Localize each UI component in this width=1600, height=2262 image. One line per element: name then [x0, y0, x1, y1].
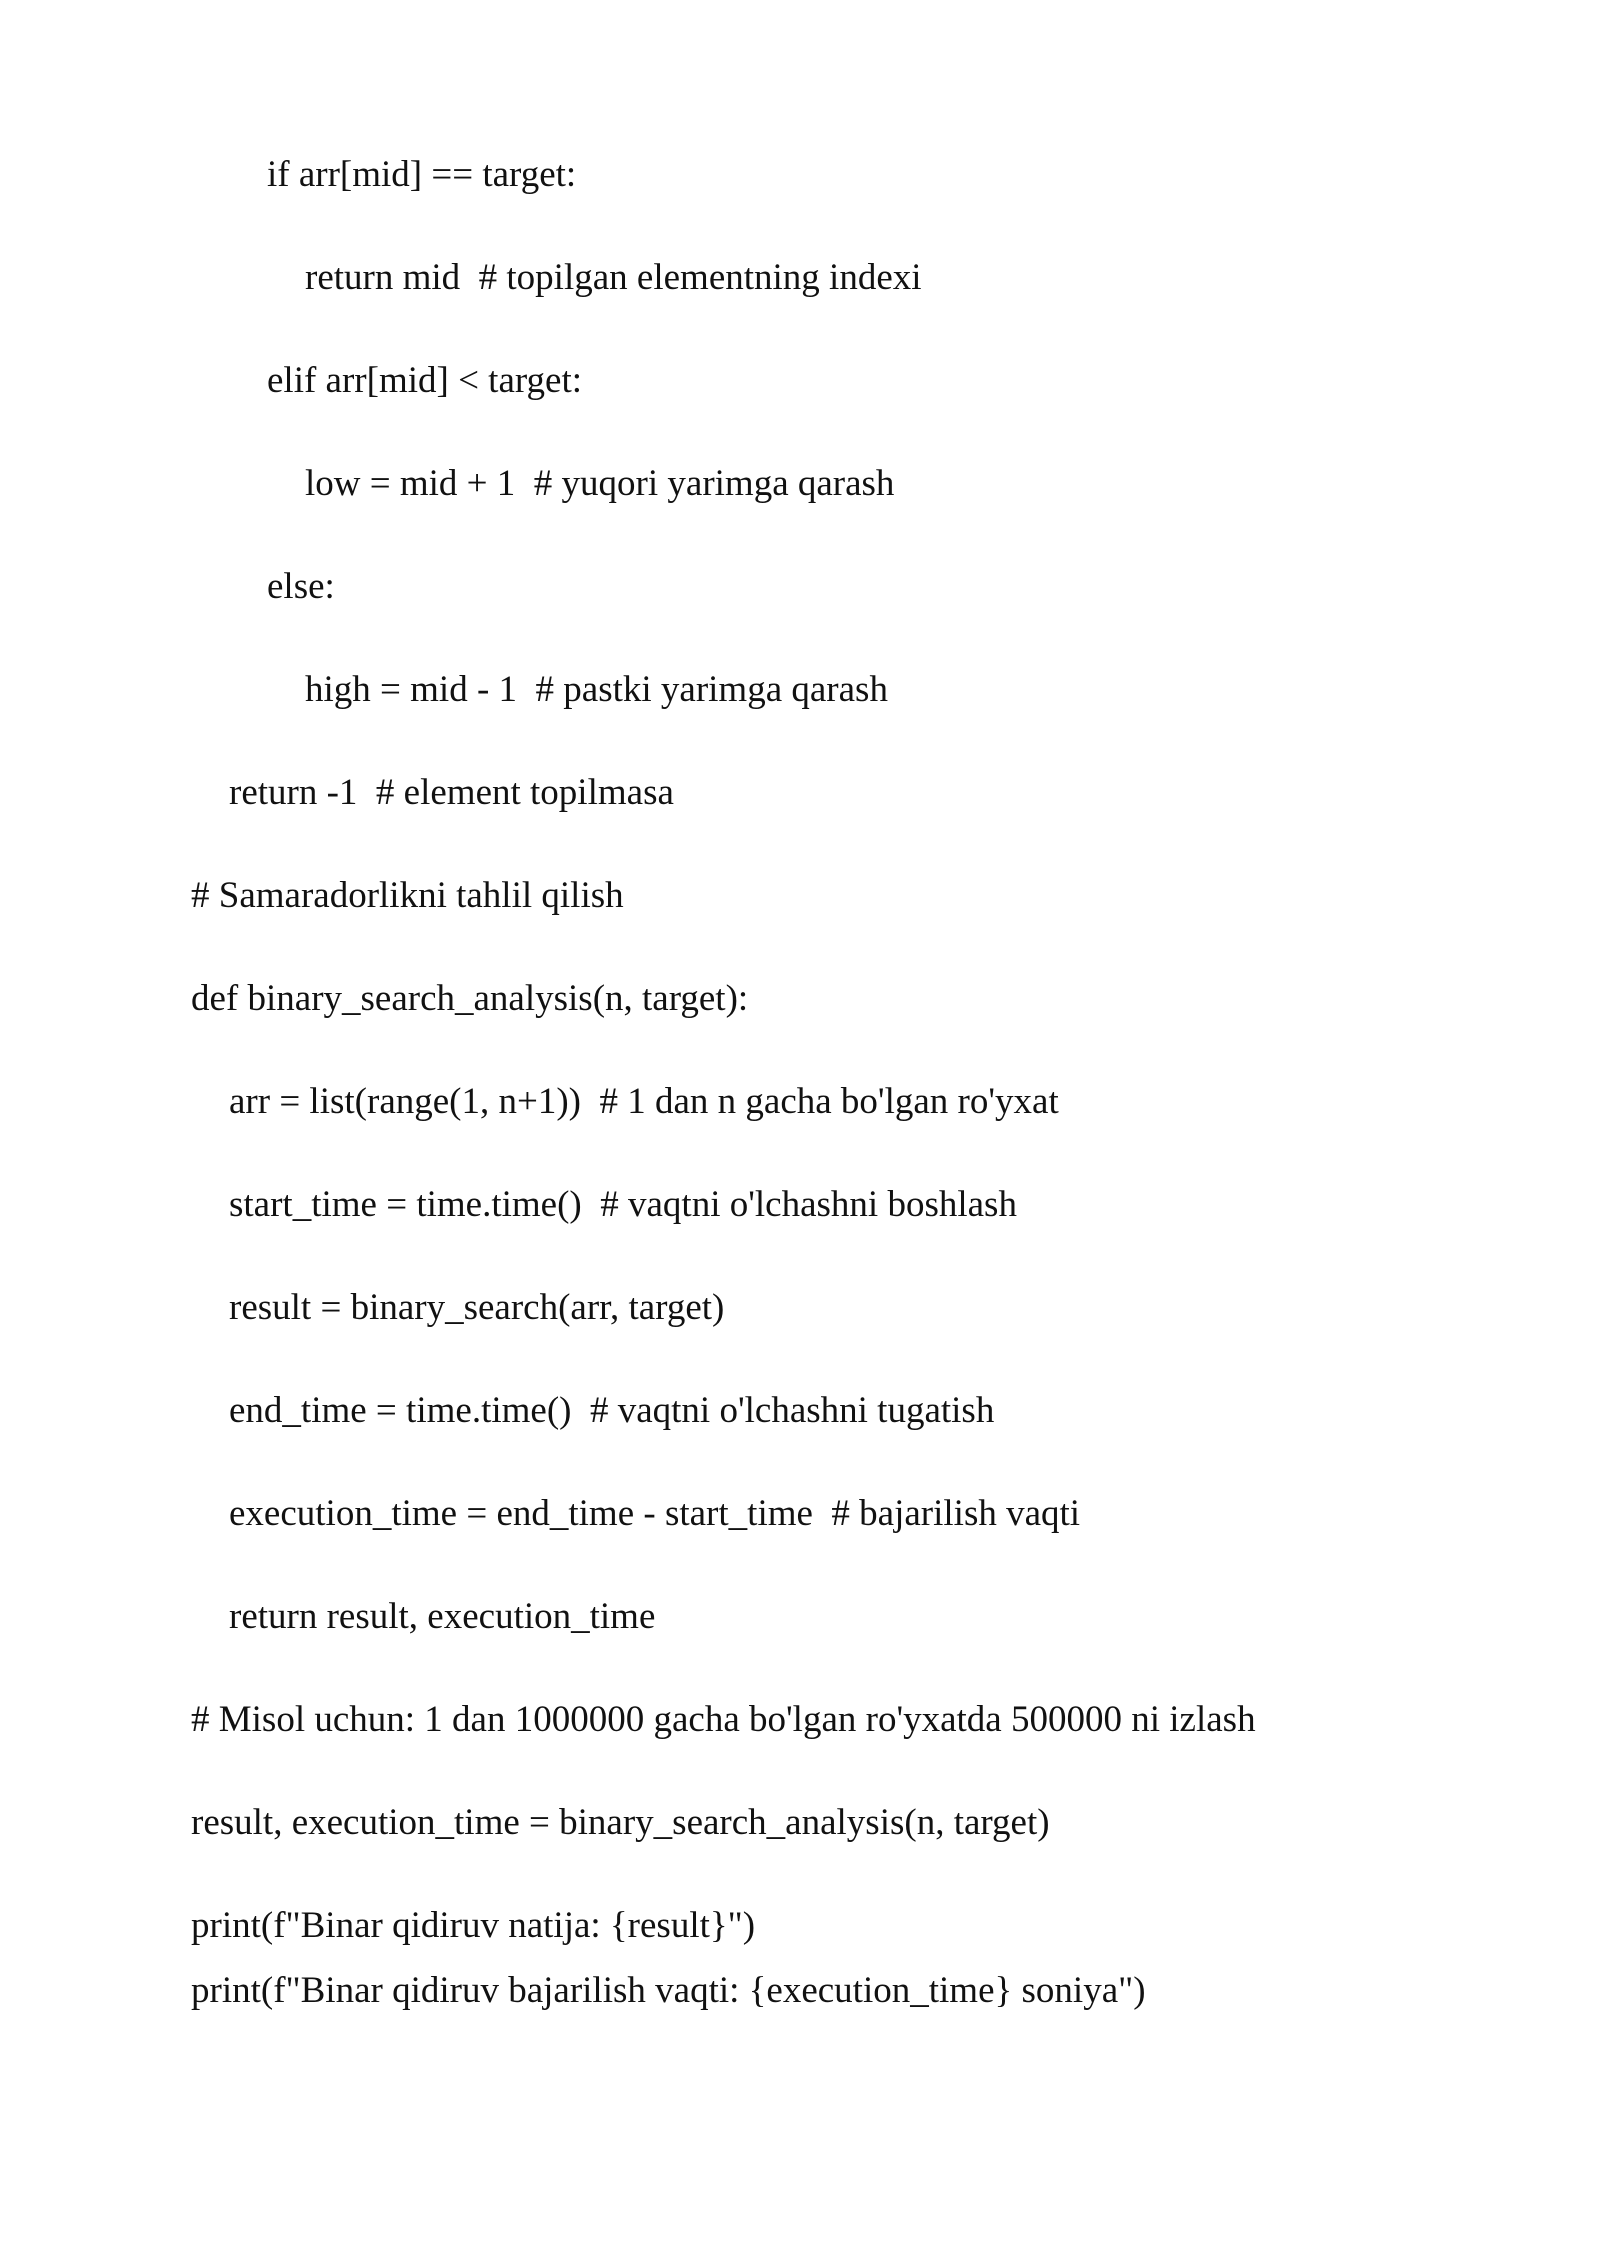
code-line-11: start_time = time.time() # vaqtni o'lchashni boshlash: [229, 1184, 1017, 1225]
code-line-16: # Misol uchun: 1 dan 1000000 gacha bo'lgan ro'yxatda 500000 ni izlash: [191, 1699, 1256, 1740]
code-line-2: return mid # topilgan elementning indexi: [305, 257, 922, 298]
code-line-10: arr = list(range(1, n+1)) # 1 dan n gacha bo'lgan ro'yxat: [229, 1081, 1059, 1122]
code-line-19: print(f"Binar qidiruv bajarilish vaqti: {execution_time} soniya"): [191, 1970, 1146, 2011]
code-line-1: if arr[mid] == target:: [267, 154, 577, 195]
code-line-18: print(f"Binar qidiruv natija: {result}"): [191, 1905, 756, 1946]
code-line-15: return result, execution_time: [229, 1596, 656, 1637]
code-line-7: return -1 # element topilmasa: [229, 772, 674, 813]
code-line-9: def binary_search_analysis(n, target):: [191, 978, 749, 1019]
code-line-12: result = binary_search(arr, target): [229, 1287, 725, 1328]
code-line-6: high = mid - 1 # pastki yarimga qarash: [305, 669, 888, 710]
code-line-5: else:: [267, 566, 335, 607]
code-line-3: elif arr[mid] < target:: [267, 360, 583, 401]
code-line-4: low = mid + 1 # yuqori yarimga qarash: [305, 463, 895, 504]
code-line-8: # Samaradorlikni tahlil qilish: [191, 875, 624, 916]
code-line-14: execution_time = end_time - start_time # bajarilish vaqti: [229, 1493, 1081, 1534]
code-line-17: result, execution_time = binary_search_analysis(n, target): [191, 1802, 1050, 1843]
code-line-13: end_time = time.time() # vaqtni o'lchashni tugatish: [229, 1390, 995, 1431]
